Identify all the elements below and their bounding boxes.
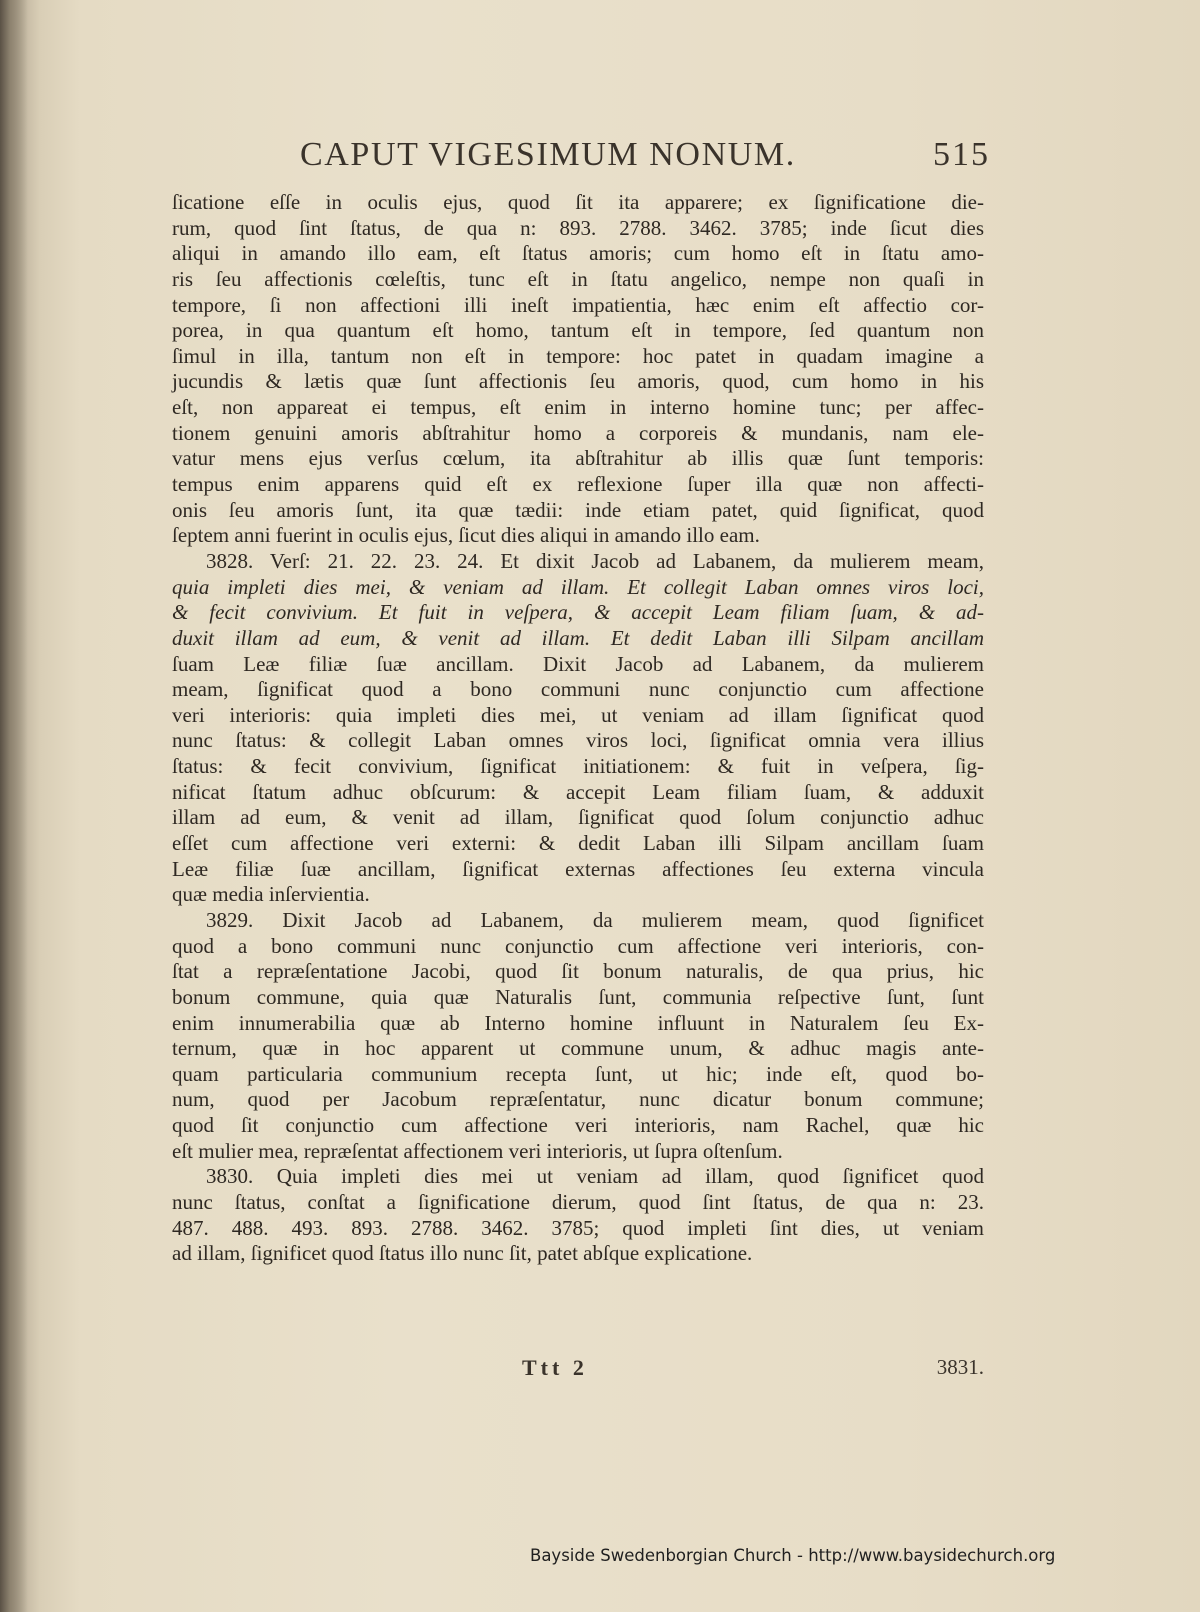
- text-line-italic: & fecit convivium. Et fuit in veſpera, & accepit Leam filiam ſuam, & ad-: [172, 600, 984, 625]
- text-line: ſeptem anni fuerint in oculis ejus, ſicut dies aliqui in amando illo eam.: [172, 523, 760, 548]
- text-line: quod ſit conjunctio cum affectione veri interioris, nam Rachel, quæ hic: [172, 1113, 984, 1138]
- text-line: rum, quod ſint ſtatus, de qua n: 893. 2788. 3462. 3785; inde ſicut dies: [172, 215, 984, 240]
- paragraph-3829-line: 3829. Dixit Jacob ad Labanem, da mulierem meam, quod ſignificet: [206, 907, 984, 932]
- text-line: illam ad eum, & venit ad illam, ſignificat quod ſolum conjunctio adhuc: [172, 805, 984, 830]
- text-line: aliqui in amando illo eam, eſt ſtatus amoris; cum homo eſt in ſtatu amo-: [172, 241, 984, 266]
- text-line: bonum commune, quia quæ Naturalis ſunt, communia reſpective ſunt, ſunt: [172, 984, 984, 1009]
- page-footer: [172, 1355, 984, 1385]
- text-line: onis ſeu amoris ſunt, ita quæ tædii: inde etiam patet, quid ſignificat, quod: [172, 497, 984, 522]
- text-line: ſicatione eſſe in oculis ejus, quod ſit ita apparere; ex ſignificatione die-: [172, 190, 984, 214]
- text-line: 487. 488. 493. 893. 2788. 3462. 3785; quod impleti ſint dies, ut veniam: [172, 1215, 984, 1240]
- text-line: nificat ſtatum adhuc obſcurum: & accepit Leam filiam ſuam, & adduxit: [172, 779, 984, 804]
- text-line: nunc ſtatus: & collegit Laban omnes viros loci, ſignificat omnia vera illius: [172, 728, 984, 753]
- text-line: ternum, quæ in hoc apparent ut commune unum, & adhuc magis ante-: [172, 1036, 984, 1061]
- text-line-italic: duxit illam ad eum, & venit ad illam. Et dedit Laban illi Silpam ancillam: [172, 625, 984, 650]
- text-line: Leæ filiæ ſuæ ancillam, ſignificat externas affectiones ſeu externa vincula: [172, 856, 984, 881]
- text-line: meam, ſignificat quod a bono communi nunc conjunctio cum affectione: [172, 677, 984, 702]
- text-line: ad illam, ſignificet quod ſtatus illo nunc ſit, patet abſque explicatione.: [172, 1241, 753, 1266]
- text-line: jucundis & lætis quæ ſunt affectionis ſeu amoris, quod, cum homo in his: [172, 369, 984, 394]
- text-line: eſſet cum affectione veri externi: & dedit Laban illi Silpam ancillam ſuam: [172, 831, 984, 856]
- text-line: quam particularia communium recepta ſunt, ut hic; inde eſt, quod bo-: [172, 1061, 984, 1086]
- catchword: 3831.: [936, 1355, 984, 1379]
- text-line: tempore, ſi non affectioni illi ineſt impatientia, hæc enim eſt affectio cor-: [172, 292, 984, 317]
- text-line: ris ſeu affectionis cœleſtis, tunc eſt in ſtatu angelico, nempe non quaſi in: [172, 266, 984, 291]
- signature-mark: Ttt 2: [522, 1355, 588, 1380]
- text-line: tempus enim apparens quid eſt ex reflexione ſuper illa quæ non affecti-: [172, 472, 984, 497]
- paragraph-3828-line: 3828. Verſ: 21. 22. 23. 24. Et dixit Jacob ad Labanem, da mulierem meam,: [206, 548, 984, 573]
- spine-shadow: [0, 0, 28, 1612]
- text-line: veri interioris: quia impleti dies mei, ut veniam ad illam ſignificat quod: [172, 702, 984, 727]
- text-line: ſimul in illa, tantum non eſt in tempore: hoc patet in quadam imagine a: [172, 343, 984, 368]
- text-line: tionem genuini amoris abſtrahitur homo a corporeis & mundanis, nam ele-: [172, 420, 984, 445]
- text-line: ſtat a repræſentatione Jacobi, quod ſit bonum naturalis, de qua prius, hic: [172, 959, 984, 984]
- text-line: eſt, non appareat ei tempus, eſt enim in interno homine tunc; per affec-: [172, 395, 984, 420]
- page-number: 515: [933, 136, 990, 173]
- text-line: num, quod per Jacobum repræſentatur, nunc dicatur bonum commune;: [172, 1087, 984, 1112]
- text-line: vatur mens ejus verſus cœlum, ita abſtrahitur ab illis quæ ſunt temporis:: [172, 446, 984, 471]
- text-line: ſtatus: & fecit convivium, ſignificat initiationem: & fuit in veſpera, ſig-: [172, 754, 984, 779]
- text-line: nunc ſtatus, conſtat a ſignificatione dierum, quod ſint ſtatus, de qua n: 23.: [172, 1189, 984, 1214]
- text-line: quæ media inſervientia.: [172, 882, 370, 907]
- source-caption: Bayside Swedenborgian Church - http://www.baysidechurch.org: [530, 1546, 1056, 1565]
- running-title: CAPUT VIGESIMUM NONUM.: [300, 136, 796, 173]
- page-header: [300, 136, 990, 186]
- text-line: enim innumerabilia quæ ab Interno homine influunt in Naturalem ſeu Ex-: [172, 1010, 984, 1035]
- body-text: [172, 190, 984, 1267]
- paragraph-3830-line: 3830. Quia impleti dies mei ut veniam ad illam, quod ſignificet quod: [206, 1164, 984, 1189]
- text-line: porea, in qua quantum eſt homo, tantum eſt in tempore, ſed quantum non: [172, 318, 984, 343]
- text-line: quod a bono communi nunc conjunctio cum affectione veri interioris, con-: [172, 933, 984, 958]
- text-line: ſuam Leæ filiæ ſuæ ancillam. Dixit Jacob ad Labanem, da mulierem: [172, 651, 984, 676]
- text-line-italic: quia impleti dies mei, & veniam ad illam. Et collegit Laban omnes viros loci,: [172, 574, 984, 599]
- text-line: eſt mulier mea, repræſentat affectionem veri interioris, ut ſupra oſtenſum.: [172, 1138, 783, 1163]
